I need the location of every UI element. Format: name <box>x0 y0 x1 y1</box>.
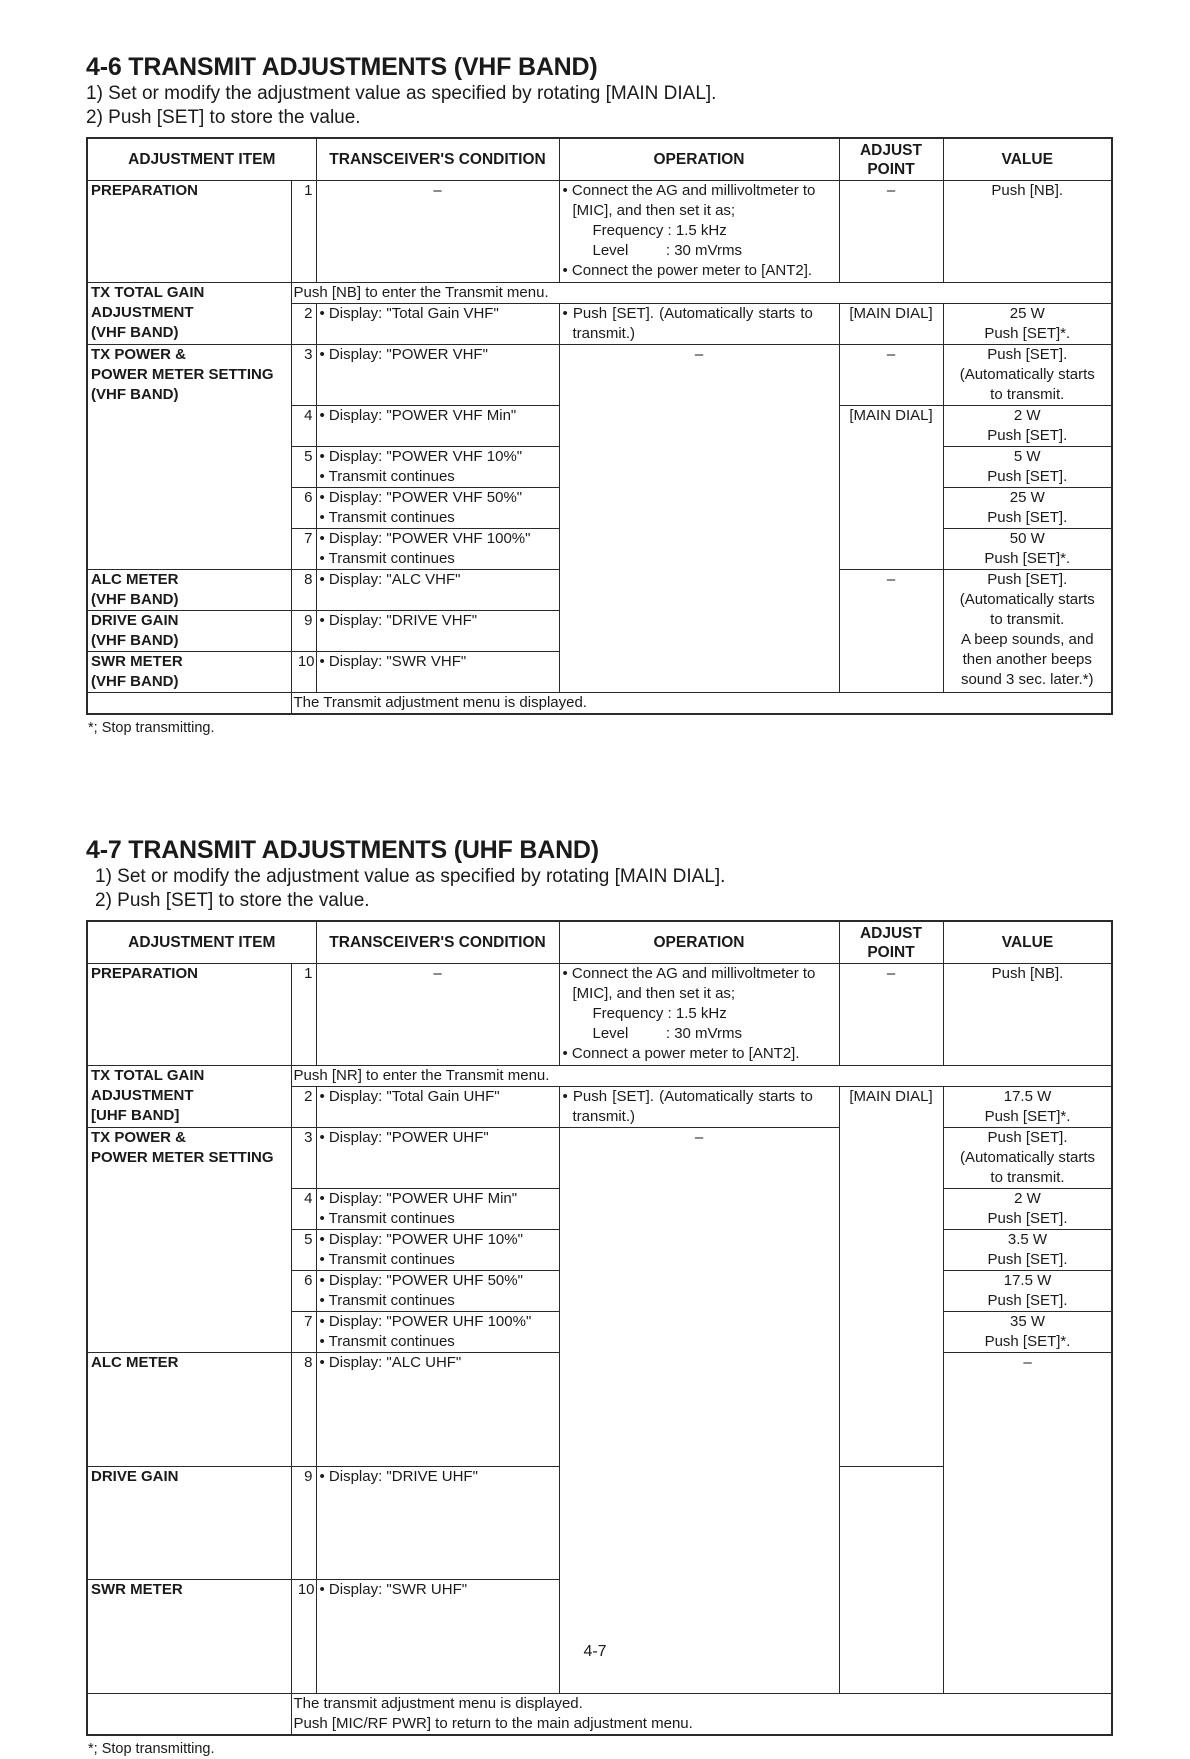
condition-cell: • Display: "POWER VHF Min" <box>316 406 559 447</box>
step-number: 3 <box>291 1128 316 1189</box>
header-transceiver-condition: TRANSCEIVER'S CONDITION <box>316 921 559 964</box>
adjust-point-cell: [MAIN DIAL] <box>839 1087 943 1467</box>
header-adjust-point: ADJUST POINT <box>839 138 943 181</box>
menu-note: Push [NB] to enter the Transmit menu. <box>291 283 1112 304</box>
item-tx-power: TX POWER & POWER METER SETTING <box>87 1128 291 1353</box>
table-row <box>87 1128 1112 1189</box>
item-drive-gain: DRIVE GAIN <box>87 1466 291 1580</box>
value-cell: 3.5 W Push [SET]. <box>943 1230 1112 1271</box>
step-number: 2 <box>291 304 316 345</box>
instruction-step-2: 2) Push [SET] to store the value. <box>86 107 361 128</box>
condition-cell: • Display: "Total Gain VHF" <box>316 304 559 345</box>
operation-cell: – <box>559 1128 839 1694</box>
condition-cell: • Display: "SWR UHF" <box>316 1580 559 1694</box>
step-number: 10 <box>291 1580 316 1694</box>
section-vhf <box>86 52 1112 738</box>
adjustment-table-vhf <box>86 137 1113 715</box>
adjust-point-cell: – <box>839 345 943 406</box>
condition-cell: • Display: "POWER UHF 10%" • Transmit continues <box>316 1230 559 1271</box>
condition-cell: • Display: "POWER VHF 100%" • Transmit continues <box>316 529 559 570</box>
item-preparation: PREPARATION <box>87 964 291 1066</box>
header-value: VALUE <box>943 921 1112 964</box>
header-adjustment-item: ADJUSTMENT ITEM <box>87 138 316 181</box>
header-adjustment-item: ADJUSTMENT ITEM <box>87 921 316 964</box>
adjust-point-cell: – <box>943 1353 1112 1694</box>
step-number: 7 <box>291 529 316 570</box>
condition-cell: • Display: "DRIVE UHF" <box>316 1466 559 1580</box>
value-cell: 5 W Push [SET]. <box>943 447 1112 488</box>
item-preparation: PREPARATION <box>87 181 291 283</box>
step-number: 4 <box>291 406 316 447</box>
condition-cell: – <box>316 964 559 1066</box>
adjustment-table-uhf <box>86 920 1113 1736</box>
operation-cell: • Push [SET]. (Automatically starts to transmit.) <box>559 1087 839 1128</box>
value-cell: 2 W Push [SET]. <box>943 1189 1112 1230</box>
condition-cell: • Display: "ALC UHF" <box>316 1353 559 1467</box>
adjust-point-cell: – <box>839 181 943 283</box>
value-cell: 50 W Push [SET]*. <box>943 529 1112 570</box>
value-cell: 25 W Push [SET]. <box>943 488 1112 529</box>
value-cell: 2 W Push [SET]. <box>943 406 1112 447</box>
section-title: 4-6 TRANSMIT ADJUSTMENTS (VHF BAND) <box>86 53 598 81</box>
value-cell: 35 W Push [SET]*. <box>943 1312 1112 1353</box>
adjust-point-cell: [MAIN DIAL] <box>839 304 943 345</box>
section-uhf <box>86 835 1112 1759</box>
step-number: 8 <box>291 570 316 611</box>
header-value: VALUE <box>943 138 1112 181</box>
condition-cell: • Display: "POWER VHF" <box>316 345 559 406</box>
table-header-row <box>87 921 1112 964</box>
menu-note: Push [NR] to enter the Transmit menu. <box>291 1066 1112 1087</box>
value-cell: Push [NB]. <box>943 181 1112 283</box>
step-number: 9 <box>291 1466 316 1580</box>
step-number: 5 <box>291 447 316 488</box>
value-cell: 17.5 W Push [SET]. <box>943 1271 1112 1312</box>
table-row <box>87 1694 1112 1736</box>
header-operation: OPERATION <box>559 921 839 964</box>
step-number: 7 <box>291 1312 316 1353</box>
operation-cell: • Connect the AG and millivoltmeter to [MIC], and then set it as; Frequency : 1.5 kHz Level : 30 mVrms • Connect a power meter to [ANT2]. <box>559 964 839 1066</box>
condition-cell: • Display: "Total Gain UHF" <box>316 1087 559 1128</box>
item-swr-meter: SWR METER (VHF BAND) <box>87 652 291 693</box>
condition-cell: • Display: "POWER UHF Min" • Transmit continues <box>316 1189 559 1230</box>
condition-cell: – <box>316 181 559 283</box>
footnote: *; Stop transmitting. <box>88 1741 215 1757</box>
value-cell: 25 W Push [SET]*. <box>943 304 1112 345</box>
empty-cell <box>87 1694 291 1736</box>
condition-cell: • Display: "SWR VHF" <box>316 652 559 693</box>
item-tx-power: TX POWER & POWER METER SETTING (VHF BAND) <box>87 345 291 570</box>
condition-cell: • Display: "POWER VHF 10%" • Transmit continues <box>316 447 559 488</box>
step-number: 4 <box>291 1189 316 1230</box>
instructions <box>86 865 1112 913</box>
operation-cell: – <box>559 345 839 693</box>
item-drive-gain: DRIVE GAIN (VHF BAND) <box>87 611 291 652</box>
step-number: 6 <box>291 1271 316 1312</box>
step-number: 9 <box>291 611 316 652</box>
footnote: *; Stop transmitting. <box>88 720 215 736</box>
empty-cell <box>87 693 291 715</box>
adjust-point-cell: [MAIN DIAL] <box>839 406 943 570</box>
condition-cell: • Display: "POWER UHF 100%" • Transmit continues <box>316 1312 559 1353</box>
step-number: 8 <box>291 1353 316 1467</box>
value-cell: Push [SET]. (Automatically starts to transmit. <box>943 1128 1112 1189</box>
table-header-row <box>87 138 1112 181</box>
condition-cell: • Display: "POWER UHF" <box>316 1128 559 1189</box>
operation-cell: • Connect the AG and millivoltmeter to [MIC], and then set it as; Frequency : 1.5 kHz Level : 30 mVrms • Connect the power meter to [ANT2]. <box>559 181 839 283</box>
end-note: The Transmit adjustment menu is displayed. <box>291 693 1112 715</box>
item-alc-meter: ALC METER <box>87 1353 291 1467</box>
item-alc-meter: ALC METER (VHF BAND) <box>87 570 291 611</box>
step-number: 3 <box>291 345 316 406</box>
value-cell: 17.5 W Push [SET]*. <box>943 1087 1112 1128</box>
section-title: 4-7 TRANSMIT ADJUSTMENTS (UHF BAND) <box>86 836 599 864</box>
condition-cell: • Display: "POWER VHF 50%" • Transmit continues <box>316 488 559 529</box>
table-row <box>87 283 1112 304</box>
table-row <box>87 345 1112 406</box>
step-number: 1 <box>291 181 316 283</box>
item-tx-total-gain: TX TOTAL GAIN ADJUSTMENT [UHF BAND] <box>87 1066 291 1128</box>
table-row <box>87 181 1112 283</box>
step-number: 5 <box>291 1230 316 1271</box>
adjust-point-cell: – <box>839 964 943 1066</box>
step-number: 2 <box>291 1087 316 1128</box>
table-row <box>87 964 1112 1066</box>
header-adjust-point: ADJUST POINT <box>839 921 943 964</box>
condition-cell: • Display: "POWER UHF 50%" • Transmit continues <box>316 1271 559 1312</box>
condition-cell: • Display: "ALC VHF" <box>316 570 559 611</box>
item-swr-meter: SWR METER <box>87 1580 291 1694</box>
table-row <box>87 1066 1112 1087</box>
value-cell: Push [SET]. (Automatically starts to transmit. <box>943 345 1112 406</box>
header-operation: OPERATION <box>559 138 839 181</box>
instruction-step-2: 2) Push [SET] to store the value. <box>95 890 370 911</box>
instructions <box>86 82 1112 130</box>
condition-cell: • Display: "DRIVE VHF" <box>316 611 559 652</box>
table-row <box>87 693 1112 715</box>
end-note: The transmit adjustment menu is displayed. Push [MIC/RF PWR] to return to the main adjustment menu. <box>291 1694 1112 1736</box>
page-number: 4-7 <box>583 1643 607 1660</box>
instruction-step-1: 1) Set or modify the adjustment value as specified by rotating [MAIN DIAL]. <box>95 866 726 887</box>
instruction-step-1: 1) Set or modify the adjustment value as specified by rotating [MAIN DIAL]. <box>86 83 717 104</box>
step-number: 1 <box>291 964 316 1066</box>
value-cell: Push [SET]. (Automatically starts to transmit. A beep sounds, and then another beeps sound 3 sec. later.*) <box>943 570 1112 693</box>
operation-cell: • Push [SET]. (Automatically starts to transmit.) <box>559 304 839 345</box>
step-number: 10 <box>291 652 316 693</box>
item-tx-total-gain: TX TOTAL GAIN ADJUSTMENT (VHF BAND) <box>87 283 291 345</box>
step-number: 6 <box>291 488 316 529</box>
value-cell: Push [NB]. <box>943 964 1112 1066</box>
header-transceiver-condition: TRANSCEIVER'S CONDITION <box>316 138 559 181</box>
adjust-point-cell: – <box>839 570 943 693</box>
